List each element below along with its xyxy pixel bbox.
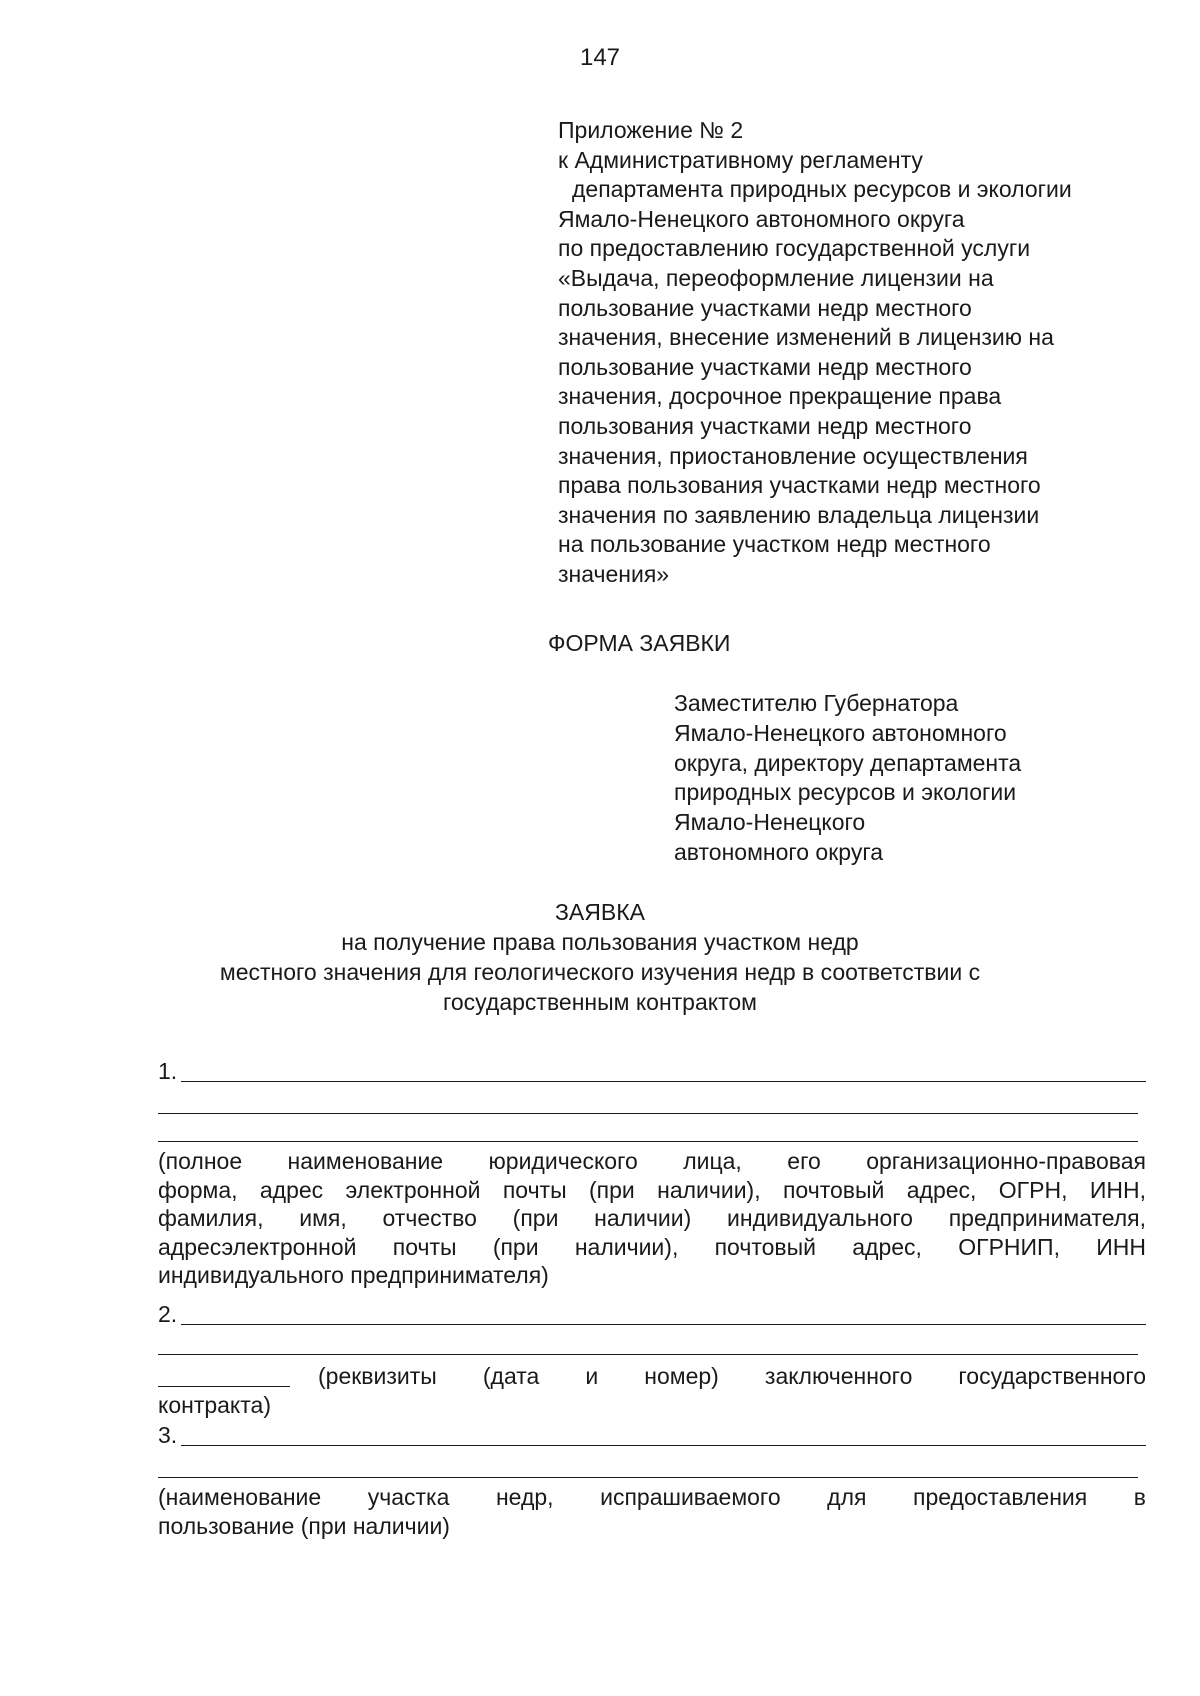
appendix-line: значения, внесение изменений в лицензию на <box>558 324 1054 351</box>
application-title: ЗАЯВКА <box>555 899 645 925</box>
appendix-line: права пользования участками недр местного <box>558 472 1041 499</box>
form-title: ФОРМА ЗАЯВКИ <box>548 630 731 656</box>
item-1-caption <box>158 1147 1146 1290</box>
item-3-number: 3. <box>158 1422 178 1448</box>
appendix-line: значения, досрочное прекращение права <box>558 383 1002 410</box>
appendix-line: «Выдача, переоформление лицензии на <box>558 264 994 291</box>
item-3-caption <box>158 1483 1146 1540</box>
appendix-line: Приложение № 2 <box>558 117 744 143</box>
appendix-line: на пользование участком недр местного <box>558 531 991 558</box>
addressee-line: автономного округа <box>674 838 883 865</box>
application-subtitle-line: на получение права пользования участком недр <box>341 929 859 955</box>
appendix-line: значения по заявлению владельца лицензии <box>558 501 1040 528</box>
caption-line: фамилия, имя, отчество (при наличии) индивидуального предпринимателя, <box>158 1205 1146 1232</box>
appendix-line: пользование участками недр местного <box>558 353 972 380</box>
caption-line: форма, адрес электронной почты (при наличии), почтовый адрес, ОГРН, ИНН, <box>158 1176 1146 1203</box>
caption-line: пользование (при наличии) <box>158 1512 450 1539</box>
application-subtitle-line: государственным контрактом <box>443 989 757 1015</box>
appendix-line: Ямало-Ненецкого автономного округа <box>558 205 965 232</box>
application-heading <box>0 897 1200 1017</box>
item-2-fill-line[interactable] <box>158 1354 1138 1355</box>
caption-line: (наименование участка недр, испрашиваемого для предоставления в <box>158 1484 1146 1510</box>
addressee-line: Заместителю Губернатора <box>674 690 959 716</box>
appendix-line: департамента природных ресурсов и экологии <box>572 176 1072 203</box>
item-3-fill-line[interactable] <box>158 1477 1138 1478</box>
item-1-number: 1. <box>158 1058 178 1084</box>
caption-line: индивидуального предпринимателя) <box>158 1262 549 1289</box>
appendix-line: к Административному регламенту <box>558 146 923 173</box>
item-3-fill-line[interactable] <box>181 1445 1146 1446</box>
item-2-caption <box>318 1362 1146 1391</box>
application-subtitle-line: местного значения для геологического изучения недр в соответствии с <box>219 959 981 985</box>
addressee-line: Ямало-Ненецкого автономного <box>674 719 1007 746</box>
appendix-header <box>558 116 1178 590</box>
addressee-block <box>674 689 1021 868</box>
item-2-number: 2. <box>158 1301 178 1327</box>
appendix-line: пользования участками недр местного <box>558 412 972 439</box>
caption-line: (реквизиты (дата и номер) заключенного государственного <box>318 1363 1146 1389</box>
item-2-fill-line[interactable] <box>181 1324 1146 1325</box>
caption-line: (полное наименование юридического лица, его организационно-правовая <box>158 1148 1146 1174</box>
item-1-fill-line[interactable] <box>158 1113 1138 1114</box>
item-1-fill-line[interactable] <box>181 1081 1146 1082</box>
page-number: 147 <box>579 44 621 71</box>
addressee-line: природных ресурсов и экологии <box>674 779 1017 806</box>
item-2-caption-cont <box>158 1391 1146 1420</box>
appendix-line: значения» <box>558 560 670 587</box>
appendix-line: по предоставлению государственной услуги <box>558 235 1031 262</box>
appendix-line: пользование участками недр местного <box>558 294 972 321</box>
addressee-line: округа, директору департамента <box>674 749 1022 776</box>
item-1-fill-line[interactable] <box>158 1141 1138 1142</box>
caption-line: адресэлектронной почты (при наличии), почтовый адрес, ОГРНИП, ИНН <box>158 1233 1146 1260</box>
item-2-fill-line[interactable] <box>158 1386 290 1387</box>
caption-line: контракта) <box>158 1392 271 1418</box>
addressee-line: Ямало-Ненецкого <box>674 809 866 836</box>
appendix-line: значения, приостановление осуществления <box>558 442 1028 469</box>
